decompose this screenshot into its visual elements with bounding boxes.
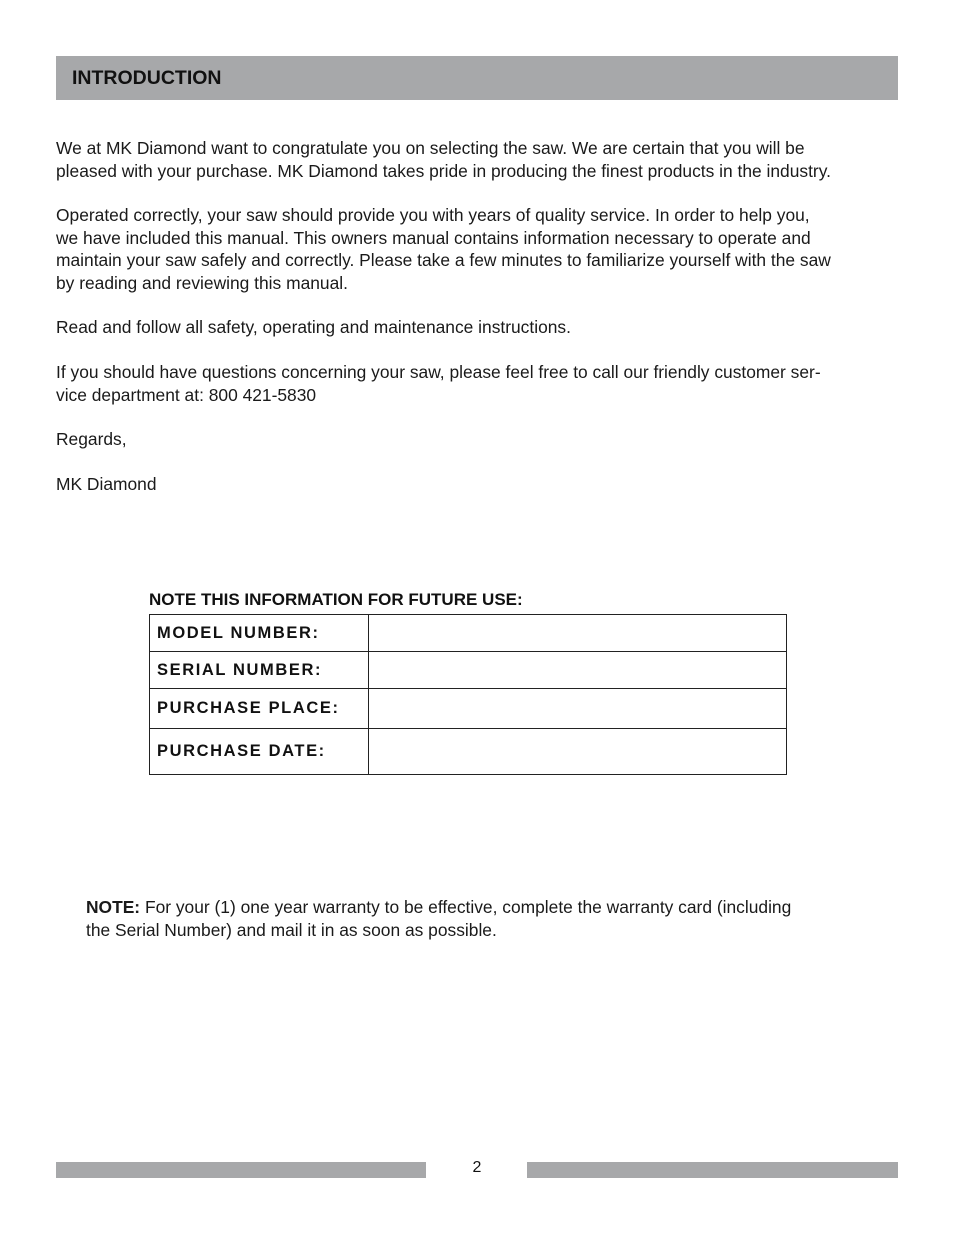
intro-paragraph-contact (56, 361, 901, 406)
serial-number-field[interactable] (368, 652, 786, 689)
intro-paragraph-manual (56, 204, 901, 294)
text-line: Read and follow all safety, operating and maintenance instructions. (56, 317, 571, 337)
info-form-heading: NOTE THIS INFORMATION FOR FUTURE USE: (149, 590, 523, 609)
footer-bar-left (56, 1162, 426, 1178)
note-label: NOTE: (86, 897, 141, 917)
purchase-date-field[interactable] (368, 729, 786, 775)
text-line (86, 896, 886, 919)
text-line: by reading and reviewing this manual. (56, 272, 348, 293)
model-number-field[interactable] (368, 615, 786, 652)
table-row (150, 652, 787, 689)
purchase-place-label: PURCHASE PLACE: (150, 689, 369, 729)
signature-company (56, 473, 901, 496)
text-line: we have included this manual. This owners manual contains information necessary to operate and (56, 227, 811, 248)
table-row (150, 615, 787, 652)
purchase-place-field[interactable] (368, 689, 786, 729)
section-header-bar (56, 56, 898, 100)
text-line: MK Diamond (56, 474, 157, 494)
text-line: pleased with your purchase. MK Diamond takes pride in producing the finest products in the industry. (56, 160, 831, 181)
purchase-date-label: PURCHASE DATE: (150, 729, 369, 775)
text-line: If you should have questions concerning your saw, please feel free to call our friendly customer ser- (56, 362, 821, 382)
text-line: the Serial Number) and mail it in as soon as possible. (86, 919, 497, 940)
serial-number-label: SERIAL NUMBER: (150, 652, 369, 689)
closing-regards (56, 428, 901, 451)
intro-paragraph-congratulations (56, 137, 901, 182)
intro-paragraph-safety (56, 316, 901, 339)
info-form-table (149, 614, 787, 775)
table-row (150, 689, 787, 729)
text-line: Regards, (56, 429, 127, 449)
note-text: For your (1) one year warranty to be effective, complete the warranty card (including (140, 897, 792, 917)
warranty-note (86, 896, 886, 941)
text-line: maintain your saw safely and correctly. Please take a few minutes to familiarize yourself with the saw (56, 250, 831, 270)
model-number-label: MODEL NUMBER: (150, 615, 369, 652)
table-row (150, 729, 787, 775)
footer-bar-right (527, 1162, 898, 1178)
text-line: Operated correctly, your saw should provide you with years of quality service. In order to help you, (56, 205, 810, 225)
text-line: We at MK Diamond want to congratulate you on selecting the saw. We are certain that you will be (56, 138, 805, 158)
section-title: INTRODUCTION (72, 67, 222, 89)
text-line: vice department at: 800 421-5830 (56, 384, 317, 405)
page-number: 2 (472, 1159, 482, 1176)
